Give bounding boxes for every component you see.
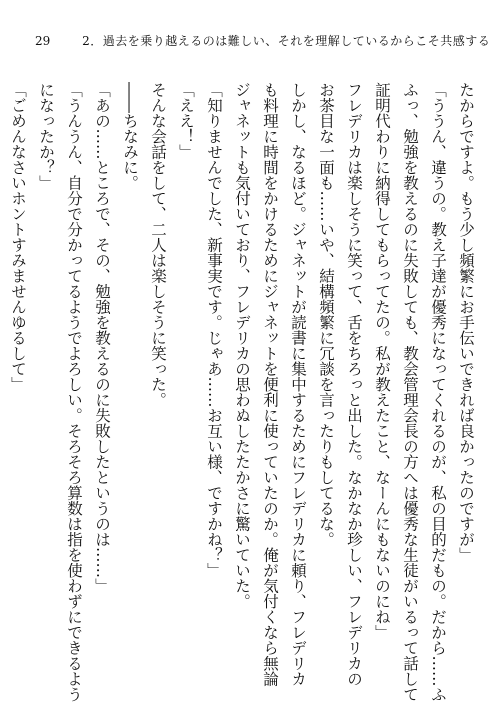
text-line: ふっ、勉強を教えるのに失敗しても、教会管理会長の方へは優秀な生徒がいるって話して [401, 82, 419, 702]
text-line: そんな会話をして、二人は楽しそうに笑った。 [149, 82, 167, 408]
text-line: フレデリカは楽しそうに笑って、舌をちろっと出した。なかなか珍しい、フレデリカの [345, 82, 363, 687]
text-line: しかし、なるほど。ジャネットが読書に集中するためにフレデリカに頼り、フレデリカ [289, 82, 307, 687]
running-head: 2．過去を乗り越えるのは難しい、それを理解しているからこそ共感する [82, 34, 491, 48]
text-line: 「うんうん、自分で分かってるようでよろしい。そろそろ算数は指を使わずにできるよう [65, 82, 83, 702]
text-line: 「ううん、違うの。教え子達が優秀になってくれるのが、私の目的だもの。だから……ふ [429, 82, 447, 702]
text-line: 「ええ！」 [177, 82, 195, 160]
text-line: お茶目な一面も……いや、結構頻繁に冗談を言ったりもしてるな。 [317, 82, 335, 547]
text-line: 「知りませんでした、新事実です。じゃあ……お互い様、ですかね？」 [205, 82, 223, 578]
text-line: ジャネットも気付いており、フレデリカの思わぬしたたかさに驚いていた。 [233, 82, 251, 609]
text-line: ――ちなみに。 [121, 82, 139, 191]
text-line: になったか？」 [37, 82, 55, 191]
text-line: 「ごめんなさいホントすみませんゆるして」 [9, 82, 27, 392]
page-header [35, 32, 490, 49]
text-line: たからですよ。もう少し頻繁にお手伝いできれば良かったのですが」 [457, 82, 475, 563]
text-line: も料理に時間をかけるためにジャネットを便利に使っていたのか。俺が気付くなら無論 [261, 82, 279, 687]
page-number: 29 [35, 34, 51, 48]
vertical-text-body [9, 82, 480, 702]
text-line: 証明代わりに納得してもらってたの。私が教えたこと、なーんにもないのにね」 [373, 82, 391, 640]
text-line: 「あの……ところで、その、勉強を教えるのに失敗したというのは……」 [93, 82, 111, 594]
